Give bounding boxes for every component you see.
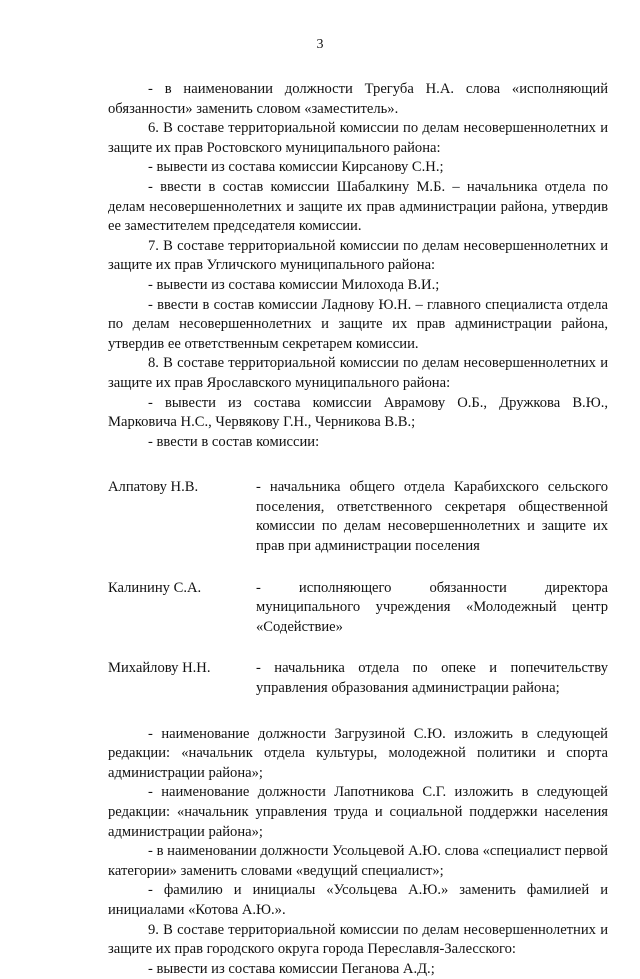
paragraph: - ввести в состав комиссии Шабалкину М.Б. – начальника отдела по делам несовершеннолетних и защите их прав администрации района, утвердив ее заместителем председателя комиссии. <box>108 178 608 235</box>
member-row <box>108 659 608 698</box>
paragraphs-top <box>108 80 608 452</box>
member-row <box>108 478 608 556</box>
paragraph: 6. В составе территориальной комиссии по делам несовершеннолетних и защите их прав Ростовского муниципального района: <box>108 120 608 156</box>
member-name: Алпатову Н.В. <box>108 479 199 496</box>
paragraphs-bottom <box>108 725 608 979</box>
page-number: 3 <box>316 37 324 52</box>
member-description: - начальника общего отдела Карабихского сельского поселения, ответственного секретаря общественной комиссии по делам несовершеннолетних и защите их прав при администрации поселения <box>256 479 608 555</box>
member-name: Михайлову Н.Н. <box>108 660 211 677</box>
paragraph: - ввести в состав комиссии: <box>148 433 320 450</box>
member-name: Калинину С.А. <box>108 579 202 596</box>
paragraph: - вывести из состава комиссии Пеганова А.Д.; <box>148 960 435 977</box>
member-description: - начальника отдела по опеке и попечительству управления образования администрации района; <box>256 660 608 697</box>
member-row <box>108 579 608 638</box>
paragraph: 7. В составе территориальной комиссии по делам несовершеннолетних и защите их прав Угличского муниципального района: <box>108 237 608 274</box>
paragraph: 9. В составе территориальной комиссии по делам несовершеннолетних и защите их прав городского округа города Переславля-Залесского: <box>108 921 608 958</box>
paragraph: - вывести из состава комиссии Кирсанову С.Н.; <box>148 159 444 176</box>
paragraph: - наименование должности Загрузиной С.Ю. изложить в следующей редакции: «начальник отдела культуры, молодежной политики и спорта администрации района»; <box>108 725 608 781</box>
members-list <box>108 478 608 698</box>
paragraph: - наименование должности Лапотникова С.Г. изложить в следующей редакции: «начальник управления труда и социальной поддержки населения администрации района»; <box>108 784 608 840</box>
paragraph: - в наименовании должности Усольцевой А.Ю. слова «специалист первой категории» заменить словами «ведущий специалист»; <box>108 843 608 879</box>
paragraph: - вывести из состава комиссии Аврамову О.Б., Дружкова В.Ю., Марковича Н.С., Червякову Г.Н., Черникова В.В.; <box>108 394 608 431</box>
paragraph: - ввести в состав комиссии Ладнову Ю.Н. – главного специалиста отдела по делам несовершеннолетних и защите их прав администрации района, утвердив ее ответственным секретарем комиссии. <box>108 296 608 352</box>
paragraph: 8. В составе территориальной комиссии по делам несовершеннолетних и защите их прав Ярославского муниципального района: <box>108 355 608 391</box>
paragraph: - фамилию и инициалы «Усольцева А.Ю.» заменить фамилией и инициалами «Котова А.Ю.». <box>108 882 608 918</box>
member-description: - исполняющего обязанности директора муниципального учреждения «Молодежный центр «Содействие» <box>256 579 608 635</box>
paragraph: - в наименовании должности Трегуба Н.А. слова «исполняющий обязанности» заменить словом «заместитель». <box>108 81 608 117</box>
paragraph: - вывести из состава комиссии Милохода В.И.; <box>148 276 440 293</box>
